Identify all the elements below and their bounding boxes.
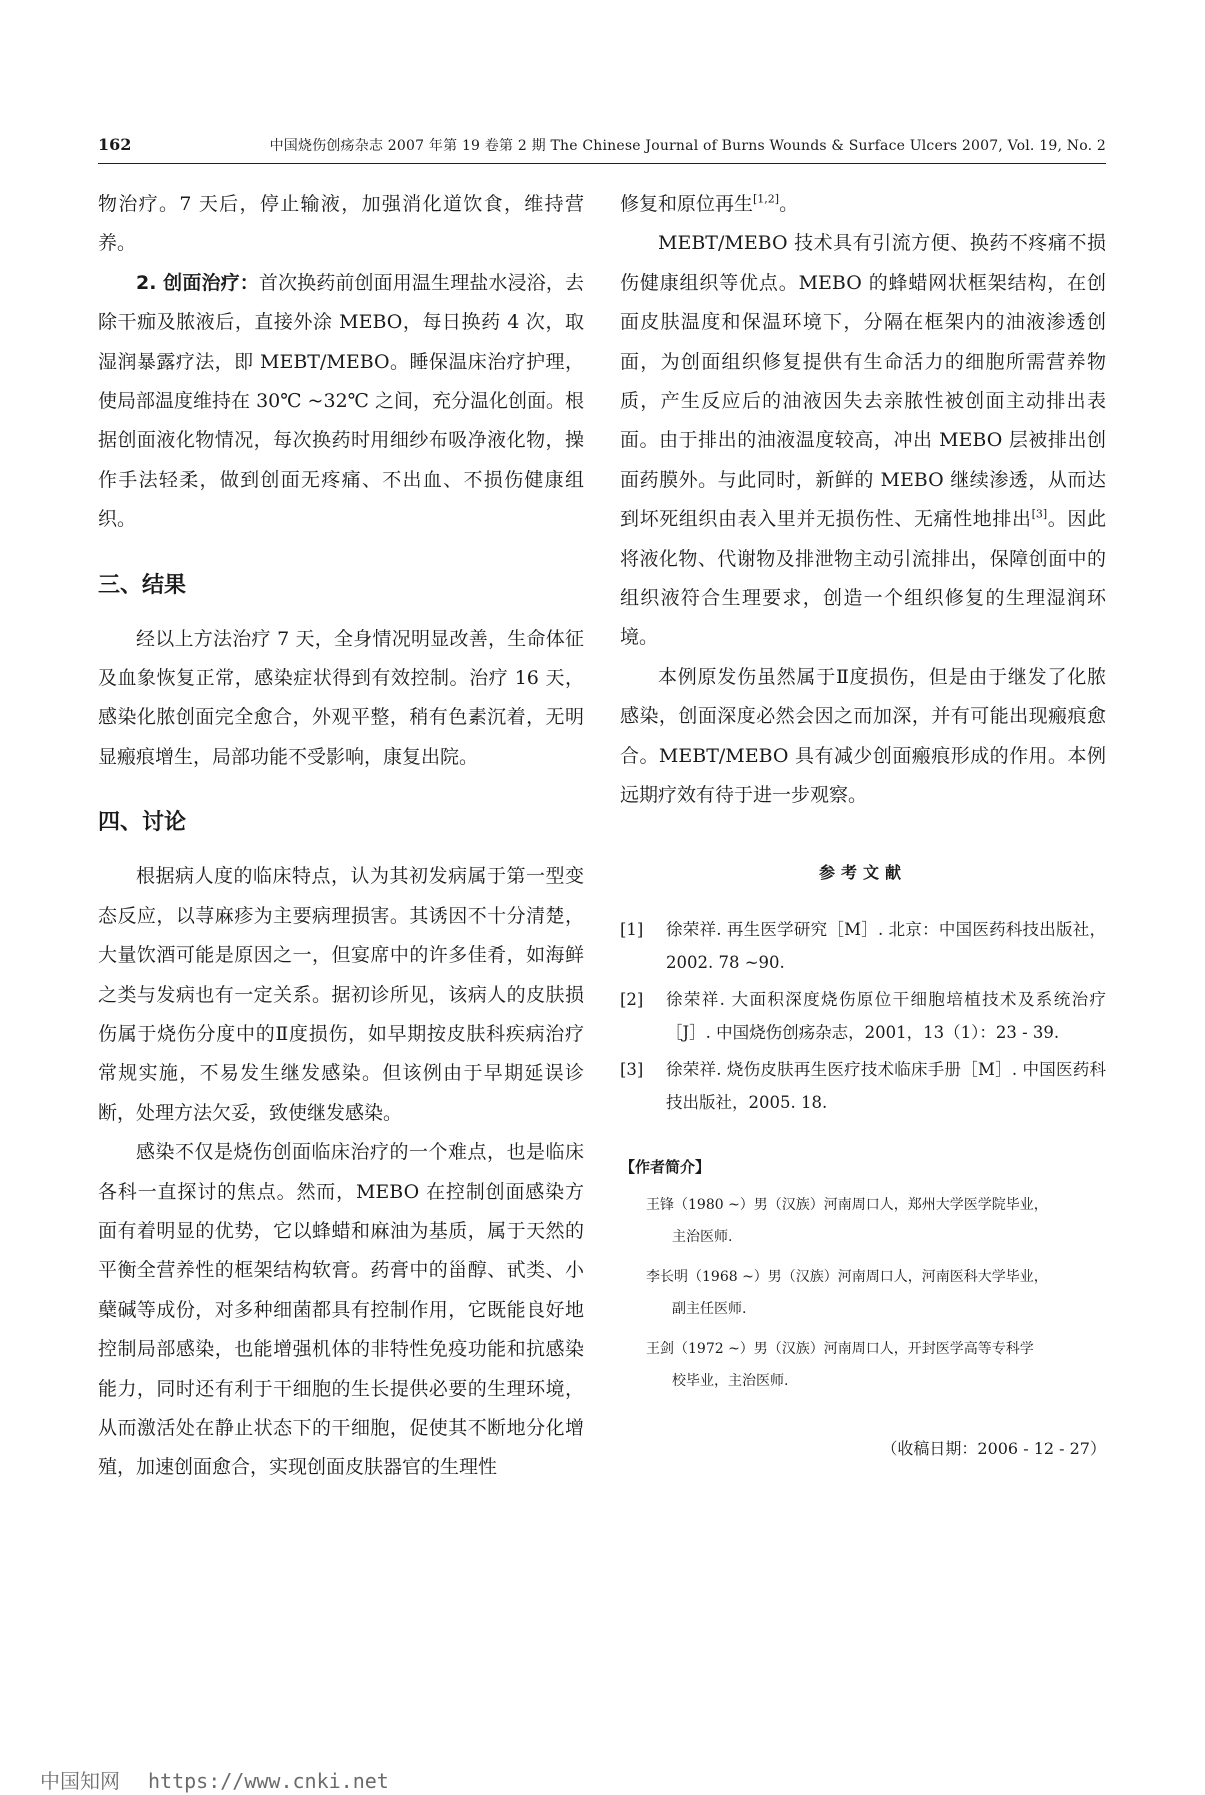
reference-item	[620, 1053, 1106, 1119]
paragraph: 经以上方法治疗 7 天，全身情况明显改善，生命体征及血象恢复正常，感染症状得到有效控制。治疗 16 天，感染化脓创面完全愈合，外观平整，稍有色素沉着，无明显瘢痕增生，局部功能不受影响，康复出院。	[98, 627, 584, 768]
author-bio-heading: 【作者简介】	[620, 1157, 711, 1176]
journal-running-title: 中国烧伤创疡杂志 2007 年第 19 卷第 2 期 The Chinese Journal of Burns Wounds & Surface Ulcers 2007, Vol. 19, No. 2	[269, 138, 1106, 154]
paragraph-text: MEBT/MEBO 技术具有引流方便、换药不疼痛不损伤健康组织等优点。MEBO 的蜂蜡网状框架结构，在创面皮肤温度和保温环境下，分隔在框架内的油液渗透创面，为创面组织修复提供有生命活力的细胞所需营养物质，产生反应后的油液因失去亲脓性被创面主动排出表面。由于排出的油液温度较高，冲出 MEBO 层被排出创面药膜外。与此同时，新鲜的 MEBO 继续渗透，从而达到坏死组织由表入里并无损伤性、无痛性地排出	[620, 232, 1106, 531]
citation: [3]	[1031, 507, 1048, 521]
author-bio-line: 王剑（1972 ~）男（汉族）河南周口人，开封医学高等专科学	[646, 1340, 1034, 1357]
reference-number: [1]	[620, 919, 644, 939]
left-column	[98, 185, 584, 1488]
running-header	[98, 135, 1106, 161]
reference-number: [2]	[620, 989, 644, 1009]
paragraph: 感染不仅是烧伤创面临床治疗的一个难点，也是临床各科一直探讨的焦点。然而，MEBO 在控制创面感染方面有着明显的优势，它以蜂蜡和麻油为基质，属于天然的平衡全营养性的框架结构软膏。药膏中的甾醇、甙类、小蘖碱等成份，对多种细菌都具有控制作用，它既能良好地控制局部感染，也能增强机体的非特性免疫功能和抗感染能力，同时还有利于干细胞的生长提供必要的生理环境，从而激活处在静止状态下的干细胞，促使其不断地分化增殖，加速创面愈合，实现创面皮肤器官的生理性	[98, 1141, 584, 1479]
reference-list	[620, 913, 1106, 1119]
reference-text: 徐荣祥. 大面积深度烧伤原位干细胞培植技术及系统治疗［J］. 中国烧伤创疡杂志，2001，13（1）：23 - 39.	[666, 989, 1106, 1042]
author-bio-line: 主治医师.	[672, 1228, 733, 1245]
paragraph: 根据病人度的临床特点，认为其初发病属于第一型变态反应，以荨麻疹为主要病理损害。其诱因不十分清楚，大量饮酒可能是原因之一，但宴席中的许多佳肴，如海鲜之类与发病也有一定关系。据初诊所见，该病人的皮肤损伤属于烧伤分度中的Ⅱ度损伤，如早期按皮肤科疾病治疗常规实施，不易发生继发感染。但该例由于早期延误诊断，处理方法欠妥，致使继发感染。	[98, 865, 584, 1124]
author-bio-line: 王锋（1980 ~）男（汉族）河南周口人，郑州大学医学院毕业，	[646, 1196, 1048, 1213]
author-bio	[620, 1261, 1106, 1325]
author-bio	[620, 1333, 1106, 1397]
author-bio-line: 副主任医师.	[672, 1300, 747, 1317]
section-heading-results: 三、结果	[98, 572, 187, 598]
references-title: 参考文献	[818, 862, 907, 882]
paragraph: 本例原发伤虽然属于Ⅱ度损伤，但是由于继发了化脓感染，创面深度必然会因之而加深，并有可能出现瘢痕愈合。MEBT/MEBO 具有减少创面瘢痕形成的作用。本例远期疗效有待于进一步观察。	[620, 665, 1106, 807]
author-bio-line: 李长明（1968 ~）男（汉族）河南周口人，河南医科大学毕业，	[646, 1268, 1048, 1285]
site-name: 中国知网	[40, 1769, 120, 1793]
header-rule	[98, 163, 1106, 164]
author-bio-line: 校毕业，主治医师.	[672, 1372, 789, 1389]
paragraph	[620, 185, 1106, 224]
paragraph	[98, 264, 584, 540]
watermark-footer	[40, 1765, 389, 1794]
paragraph-label: 2. 创面治疗：	[136, 271, 259, 294]
author-bio	[620, 1189, 1106, 1253]
paragraph-text: 。	[779, 193, 799, 215]
paragraph-text: 首次换药前创面用温生理盐水浸浴，去除干痂及脓液后，直接外涂 MEBO，每日换药 4 次，取湿润暴露疗法，即 MEBT/MEBO。睡保温床治疗护理，使局部温度维持在 30℃ ~32℃ 之间，充分温化创面。根据创面液化物情况，每次换药时用细纱布吸净液化物，操作手法轻柔，做到创面无疼痛、不出血、不损伤健康组织。	[98, 271, 584, 531]
received-date: （收稿日期：2006 - 12 - 27）	[881, 1438, 1106, 1458]
reference-text: 徐荣祥. 再生医学研究［M］. 北京：中国医药科技出版社，2002. 78 ~90.	[666, 919, 1106, 972]
paragraph-text: 。因此将液化物、代谢物及排泄物主动引流排出，保障创面中的组织液符合生理要求，创造一个组织修复的生理湿润环境。	[620, 508, 1106, 649]
paragraph	[620, 224, 1106, 657]
reference-text: 徐荣祥. 烧伤皮肤再生医疗技术临床手册［M］. 中国医药科技出版社，2005. 18.	[666, 1059, 1106, 1112]
reference-item	[620, 983, 1106, 1049]
section-heading-discussion: 四、讨论	[98, 810, 187, 836]
page-number: 162	[98, 135, 132, 154]
citation: [1,2]	[753, 192, 780, 206]
reference-item	[620, 913, 1106, 979]
reference-number: [3]	[620, 1059, 644, 1079]
paragraph: 物治疗。7 天后，停止输液，加强消化道饮食，维持营养。	[98, 193, 584, 255]
paragraph-text: 修复和原位再生	[620, 193, 754, 215]
right-column	[620, 185, 1106, 1463]
site-url: https://www.cnki.net	[148, 1769, 389, 1793]
